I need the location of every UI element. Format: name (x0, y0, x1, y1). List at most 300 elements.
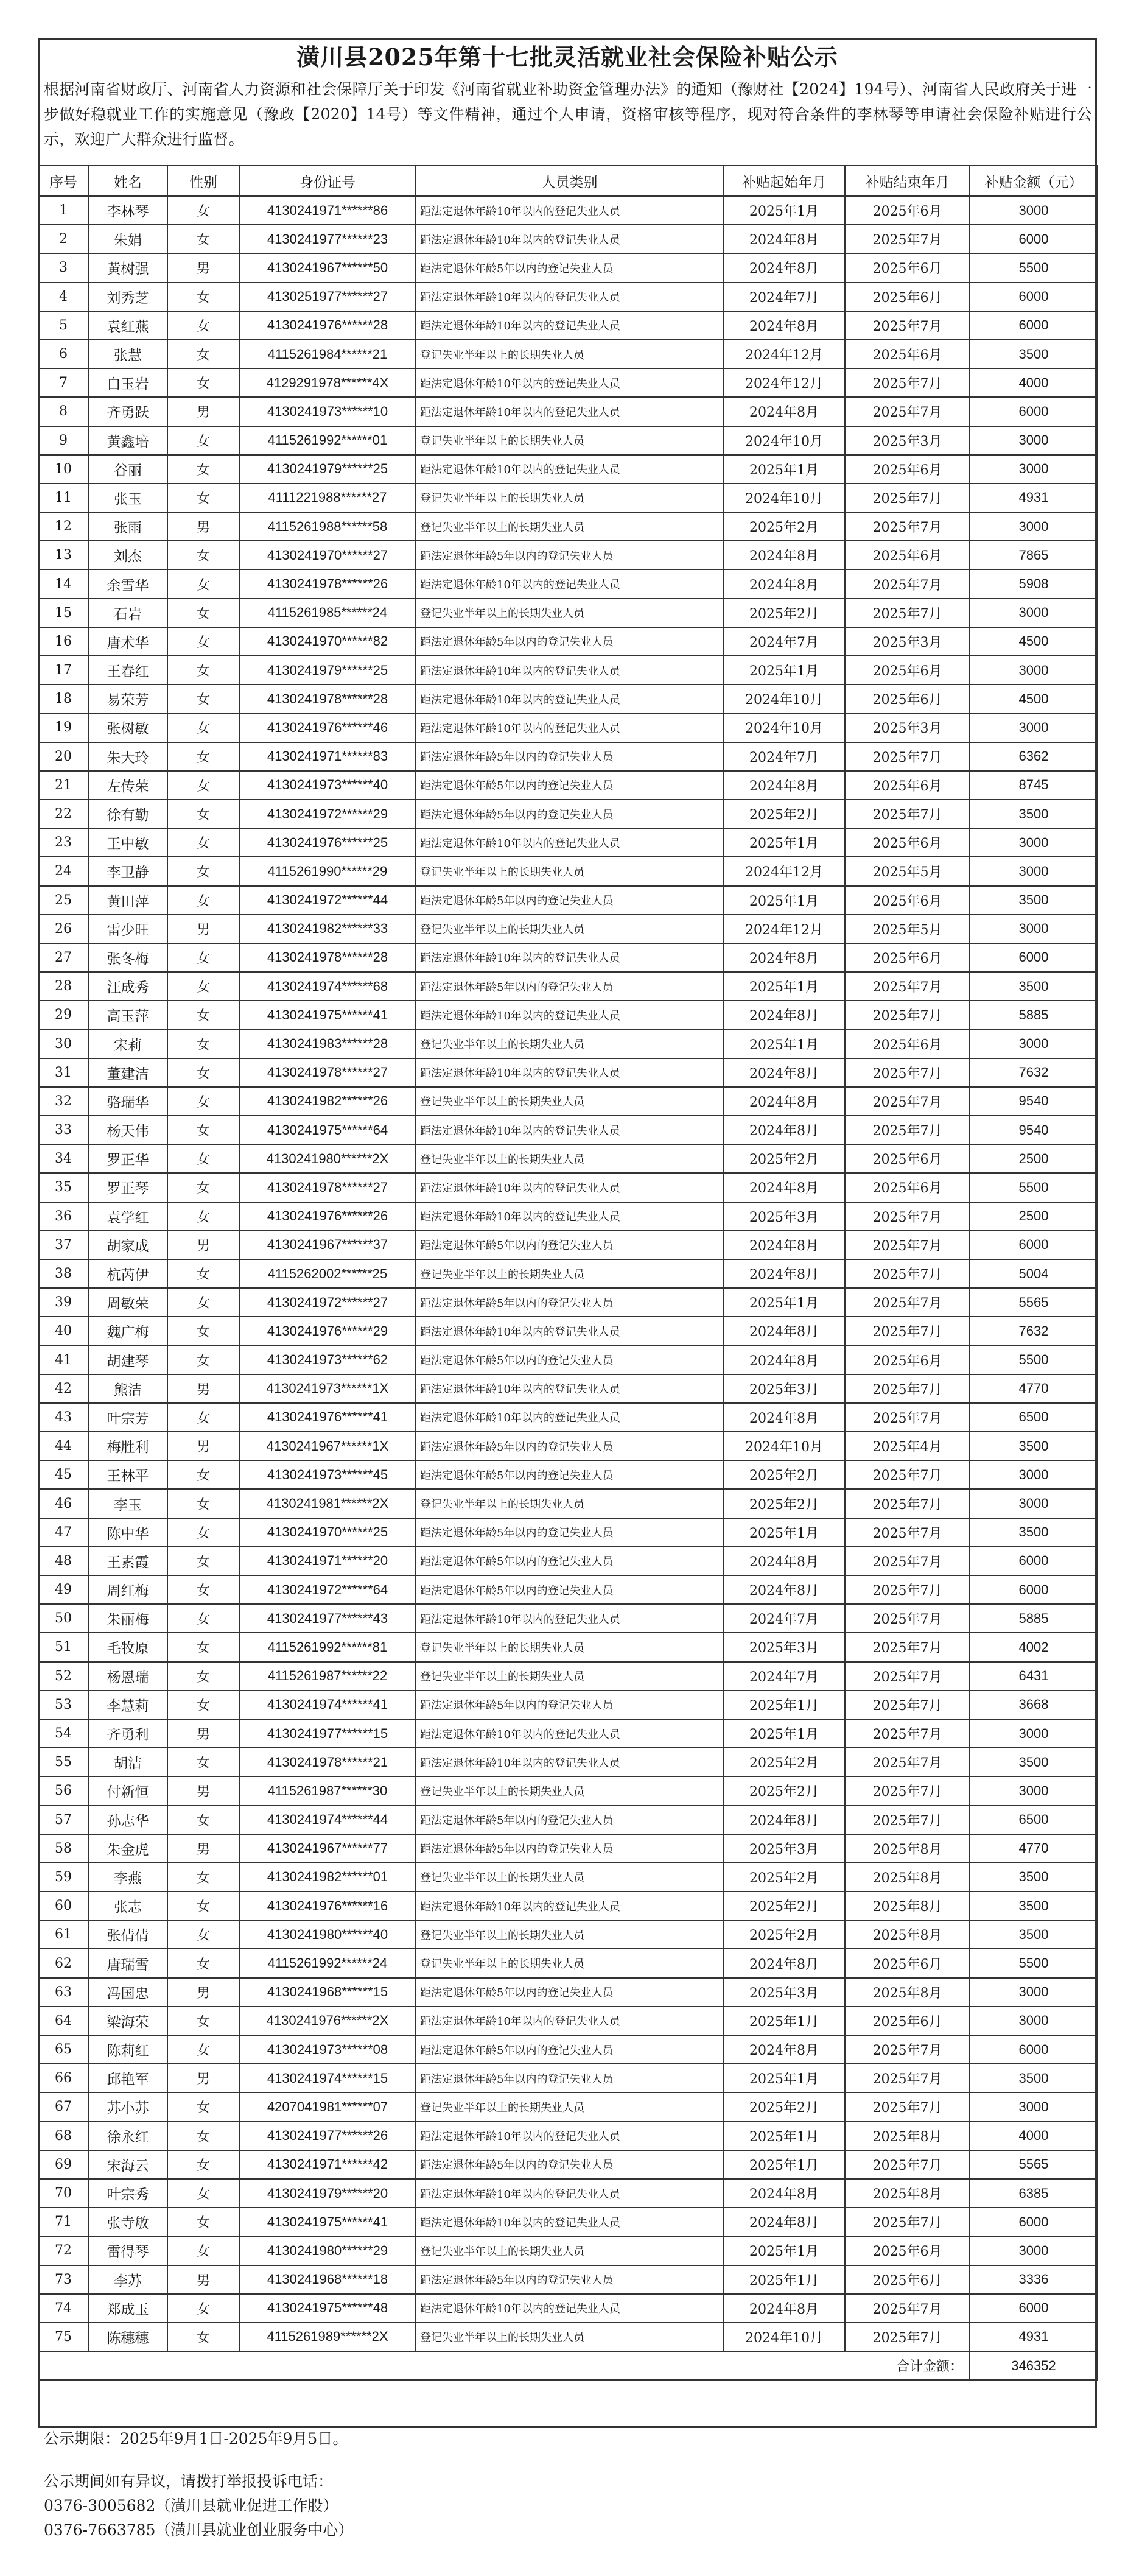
cell-type: 距法定退休年龄10年以内的登记失业人员 (416, 656, 723, 684)
table-row (38, 1806, 1098, 1834)
cell-name: 齐勇跃 (88, 397, 167, 426)
subsidy-table (38, 165, 1098, 2381)
cell-amount: 3668 (970, 1691, 1098, 1719)
table-row (38, 1460, 1098, 1489)
cell-type: 登记失业半年以上的长期失业人员 (416, 1949, 723, 1977)
cell-name: 余雪华 (88, 569, 167, 598)
cell-start: 2025年3月 (723, 1978, 845, 2007)
cell-amount: 5500 (970, 253, 1098, 282)
header-type: 人员类别 (416, 166, 723, 196)
cell-type: 距法定退休年龄5年以内的登记失业人员 (416, 1806, 723, 1834)
table-row (38, 828, 1098, 857)
table-row (38, 1116, 1098, 1144)
cell-type: 登记失业半年以上的长期失业人员 (416, 1776, 723, 1805)
table-row (38, 1863, 1098, 1892)
cell-start: 2024年8月 (723, 1058, 845, 1087)
table-row (38, 1231, 1098, 1259)
cell-amount: 3000 (970, 196, 1098, 225)
cell-amount: 3000 (970, 1776, 1098, 1805)
cell-type: 登记失业半年以上的长期失业人员 (416, 1863, 723, 1892)
table-row (38, 569, 1098, 598)
cell-start: 2024年7月 (723, 627, 845, 656)
table-row (38, 800, 1098, 828)
cell-type: 登记失业半年以上的长期失业人员 (416, 2236, 723, 2265)
cell-end: 2025年7月 (845, 512, 970, 541)
cell-type: 登记失业半年以上的长期失业人员 (416, 599, 723, 627)
cell-sex: 女 (167, 828, 239, 857)
cell-start: 2025年3月 (723, 1202, 845, 1231)
cell-name: 张雨 (88, 512, 167, 541)
cell-start: 2025年1月 (723, 2122, 845, 2150)
cell-no: 31 (38, 1058, 88, 1087)
cell-type: 距法定退休年龄5年以内的登记失业人员 (416, 253, 723, 282)
header-amount: 补贴金额（元） (970, 166, 1098, 196)
table-row (38, 1748, 1098, 1776)
cell-id: 4130241976******2X (239, 2007, 416, 2035)
cell-name: 朱娟 (88, 225, 167, 253)
cell-name: 郑成玉 (88, 2294, 167, 2323)
cell-start: 2025年3月 (723, 1834, 845, 1863)
cell-amount: 3000 (970, 1978, 1098, 2007)
table-row (38, 1662, 1098, 1691)
cell-name: 袁红燕 (88, 311, 167, 340)
cell-end: 2025年7月 (845, 1547, 970, 1575)
table-row (38, 943, 1098, 972)
cell-id: 4130241975******41 (239, 2208, 416, 2236)
header-name: 姓名 (88, 166, 167, 196)
cell-no: 58 (38, 1834, 88, 1863)
table-row (38, 1949, 1098, 1977)
cell-amount: 4770 (970, 1374, 1098, 1403)
cell-end: 2025年7月 (845, 972, 970, 1001)
cell-id: 4130241974******44 (239, 1806, 416, 1834)
table-row (38, 1691, 1098, 1719)
cell-end: 2025年7月 (845, 1518, 970, 1547)
cell-name: 胡建琴 (88, 1346, 167, 1374)
cell-id: 4130241982******01 (239, 1863, 416, 1892)
cell-id: 4130241973******10 (239, 397, 416, 426)
cell-start: 2025年1月 (723, 886, 845, 915)
cell-name: 周敏荣 (88, 1288, 167, 1317)
cell-sex: 女 (167, 1087, 239, 1116)
cell-no: 30 (38, 1029, 88, 1058)
cell-no: 52 (38, 1662, 88, 1691)
cell-type: 登记失业半年以上的长期失业人员 (416, 426, 723, 455)
cell-amount: 4002 (970, 1633, 1098, 1661)
cell-no: 10 (38, 455, 88, 484)
cell-no: 20 (38, 742, 88, 771)
cell-no: 57 (38, 1806, 88, 1834)
cell-end: 2025年7月 (845, 397, 970, 426)
table-row (38, 742, 1098, 771)
cell-type: 距法定退休年龄10年以内的登记失业人员 (416, 2179, 723, 2208)
cell-sex: 女 (167, 1949, 239, 1977)
header-end: 补贴结束年月 (845, 166, 970, 196)
cell-name: 刘秀芝 (88, 283, 167, 311)
cell-id: 4130241978******27 (239, 1173, 416, 1202)
cell-end: 2025年6月 (845, 1029, 970, 1058)
cell-start: 2025年1月 (723, 1719, 845, 1748)
cell-name: 张寺敏 (88, 2208, 167, 2236)
cell-start: 2024年8月 (723, 2208, 845, 2236)
cell-amount: 6500 (970, 1403, 1098, 1432)
cell-name: 徐永红 (88, 2122, 167, 2150)
cell-end: 2025年6月 (845, 1346, 970, 1374)
cell-no: 74 (38, 2294, 88, 2323)
cell-end: 2025年6月 (845, 886, 970, 915)
cell-name: 张树敏 (88, 713, 167, 742)
cell-id: 4115261989******2X (239, 2323, 416, 2351)
cell-id: 4130241975******41 (239, 1001, 416, 1029)
cell-start: 2024年8月 (723, 569, 845, 598)
cell-id: 4130241973******45 (239, 1460, 416, 1489)
cell-type: 距法定退休年龄5年以内的登记失业人员 (416, 1547, 723, 1575)
cell-name: 雷得琴 (88, 2236, 167, 2265)
cell-start: 2025年2月 (723, 1920, 845, 1949)
cell-end: 2025年7月 (845, 1259, 970, 1288)
cell-name: 石岩 (88, 599, 167, 627)
cell-sex: 女 (167, 800, 239, 828)
cell-amount: 3000 (970, 2236, 1098, 2265)
cell-end: 2025年7月 (845, 2035, 970, 2064)
table-row (38, 2236, 1098, 2265)
cell-end: 2025年7月 (845, 1001, 970, 1029)
table-row (38, 340, 1098, 368)
table-row (38, 1202, 1098, 1231)
cell-amount: 3336 (970, 2265, 1098, 2294)
cell-id: 4115261990******29 (239, 857, 416, 885)
cell-no: 25 (38, 886, 88, 915)
cell-id: 4130241982******26 (239, 1087, 416, 1116)
cell-type: 距法定退休年龄10年以内的登记失业人员 (416, 943, 723, 972)
table-row (38, 1518, 1098, 1547)
cell-id: 4130241974******15 (239, 2064, 416, 2092)
cell-id: 4115262002******25 (239, 1259, 416, 1288)
cell-id: 4130241970******27 (239, 541, 416, 569)
cell-name: 杨恩瑞 (88, 1662, 167, 1691)
cell-name: 黄田萍 (88, 886, 167, 915)
cell-end: 2025年6月 (845, 1173, 970, 1202)
cell-sex: 女 (167, 1202, 239, 1231)
cell-name: 李燕 (88, 1863, 167, 1892)
cell-amount: 4931 (970, 484, 1098, 512)
cell-no: 71 (38, 2208, 88, 2236)
cell-start: 2025年1月 (723, 196, 845, 225)
cell-no: 42 (38, 1374, 88, 1403)
cell-no: 5 (38, 311, 88, 340)
cell-start: 2024年10月 (723, 426, 845, 455)
cell-name: 王林平 (88, 1460, 167, 1489)
cell-name: 胡洁 (88, 1748, 167, 1776)
cell-end: 2025年7月 (845, 2208, 970, 2236)
cell-id: 4130241967******37 (239, 1231, 416, 1259)
cell-end: 2025年7月 (845, 2323, 970, 2351)
cell-sex: 女 (167, 713, 239, 742)
cell-end: 2025年6月 (845, 2265, 970, 2294)
contact-phone-2: 0376-7663785（潢川县就业创业服务中心） (44, 2521, 354, 2539)
table-row (38, 311, 1098, 340)
cell-start: 2024年7月 (723, 742, 845, 771)
cell-sex: 女 (167, 1863, 239, 1892)
table-row (38, 771, 1098, 800)
cell-start: 2024年10月 (723, 2323, 845, 2351)
table-row (38, 426, 1098, 455)
cell-amount: 5908 (970, 569, 1098, 598)
cell-end: 2025年7月 (845, 1633, 970, 1661)
cell-sex: 女 (167, 1518, 239, 1547)
cell-no: 40 (38, 1317, 88, 1345)
cell-start: 2025年2月 (723, 800, 845, 828)
cell-amount: 3000 (970, 857, 1098, 885)
cell-id: 4130241967******1X (239, 1432, 416, 1460)
cell-amount: 4500 (970, 627, 1098, 656)
cell-type: 距法定退休年龄5年以内的登记失业人员 (416, 972, 723, 1001)
cell-end: 2025年7月 (845, 1575, 970, 1604)
cell-amount: 3000 (970, 1719, 1098, 1748)
cell-no: 13 (38, 541, 88, 569)
cell-sex: 女 (167, 1288, 239, 1317)
cell-type: 登记失业半年以上的长期失业人员 (416, 1144, 723, 1173)
table-row (38, 857, 1098, 885)
cell-no: 14 (38, 569, 88, 598)
cell-amount: 7632 (970, 1058, 1098, 1087)
cell-end: 2025年7月 (845, 1691, 970, 1719)
cell-name: 雷少旺 (88, 915, 167, 943)
cell-sex: 女 (167, 1173, 239, 1202)
cell-end: 2025年8月 (845, 1978, 970, 2007)
cell-end: 2025年7月 (845, 1403, 970, 1432)
table-row (38, 1834, 1098, 1863)
cell-start: 2025年2月 (723, 1892, 845, 1920)
cell-sex: 女 (167, 2007, 239, 2035)
cell-sex: 女 (167, 1575, 239, 1604)
cell-sex: 女 (167, 1547, 239, 1575)
cell-no: 8 (38, 397, 88, 426)
cell-name: 宋莉 (88, 1029, 167, 1058)
cell-start: 2025年1月 (723, 1691, 845, 1719)
cell-start: 2024年8月 (723, 943, 845, 972)
cell-amount: 5565 (970, 1288, 1098, 1317)
cell-type: 距法定退休年龄10年以内的登记失业人员 (416, 1748, 723, 1776)
cell-sex: 女 (167, 1748, 239, 1776)
table-row (38, 196, 1098, 225)
table-row (38, 627, 1098, 656)
cell-sex: 女 (167, 2294, 239, 2323)
cell-type: 距法定退休年龄5年以内的登记失业人员 (416, 1231, 723, 1259)
cell-no: 36 (38, 1202, 88, 1231)
cell-end: 2025年7月 (845, 484, 970, 512)
cell-start: 2025年2月 (723, 512, 845, 541)
cell-no: 4 (38, 283, 88, 311)
cell-start: 2024年8月 (723, 1317, 845, 1345)
intro-paragraph: 根据河南省财政厅、河南省人力资源和社会保障厅关于印发《河南省就业补助资金管理办法》的通知（豫财社【2024】194号）、河南省人民政府关于进一步做好稳就业工作的实施意见（豫政【2020】14号）等文件精神，通过个人申请，资格审核等程序，现对符合条件的李林琴等申请社会保险补贴进行公示，欢迎广大群众进行监督。 (44, 80, 1092, 148)
cell-end: 2025年5月 (845, 857, 970, 885)
cell-no: 56 (38, 1776, 88, 1805)
cell-sex: 女 (167, 368, 239, 397)
cell-no: 75 (38, 2323, 88, 2351)
cell-name: 易荣芳 (88, 684, 167, 713)
cell-start: 2024年8月 (723, 1173, 845, 1202)
cell-amount: 4500 (970, 684, 1098, 713)
table-row (38, 484, 1098, 512)
cell-no: 55 (38, 1748, 88, 1776)
table-row (38, 1087, 1098, 1116)
table-row (38, 2035, 1098, 2064)
cell-type: 距法定退休年龄10年以内的登记失业人员 (416, 2294, 723, 2323)
cell-id: 4130241977******43 (239, 1604, 416, 1633)
cell-amount: 3500 (970, 340, 1098, 368)
cell-start: 2025年2月 (723, 1776, 845, 1805)
cell-end: 2025年7月 (845, 569, 970, 598)
cell-end: 2025年7月 (845, 1288, 970, 1317)
cell-id: 4130241973******62 (239, 1346, 416, 1374)
cell-sex: 女 (167, 1633, 239, 1661)
cell-type: 距法定退休年龄10年以内的登记失业人员 (416, 1116, 723, 1144)
cell-amount: 3000 (970, 1029, 1098, 1058)
cell-type: 距法定退休年龄10年以内的登记失业人员 (416, 1604, 723, 1633)
cell-no: 33 (38, 1116, 88, 1144)
cell-sex: 男 (167, 397, 239, 426)
cell-sex: 男 (167, 1776, 239, 1805)
cell-sex: 女 (167, 340, 239, 368)
cell-name: 骆瑞华 (88, 1087, 167, 1116)
cell-no: 19 (38, 713, 88, 742)
cell-id: 4130241976******41 (239, 1403, 416, 1432)
cell-start: 2025年1月 (723, 1288, 845, 1317)
cell-end: 2025年6月 (845, 1144, 970, 1173)
cell-id: 4130241971******86 (239, 196, 416, 225)
cell-start: 2025年2月 (723, 2092, 845, 2121)
cell-name: 魏广梅 (88, 1317, 167, 1345)
cell-id: 4130241972******64 (239, 1575, 416, 1604)
cell-start: 2024年8月 (723, 1547, 845, 1575)
cell-type: 登记失业半年以上的长期失业人员 (416, 2092, 723, 2121)
table-row (38, 2208, 1098, 2236)
cell-start: 2024年8月 (723, 1231, 845, 1259)
cell-amount: 4770 (970, 1834, 1098, 1863)
contact-footer (44, 2469, 353, 2543)
cell-id: 4130241978******28 (239, 943, 416, 972)
cell-end: 2025年6月 (845, 943, 970, 972)
cell-name: 罗正琴 (88, 1173, 167, 1202)
cell-no: 59 (38, 1863, 88, 1892)
cell-start: 2025年3月 (723, 1633, 845, 1661)
cell-name: 胡家成 (88, 1231, 167, 1259)
cell-no: 34 (38, 1144, 88, 1173)
cell-sex: 女 (167, 1116, 239, 1144)
cell-amount: 6000 (970, 311, 1098, 340)
cell-sex: 女 (167, 2150, 239, 2179)
cell-amount: 3000 (970, 915, 1098, 943)
cell-sex: 女 (167, 1346, 239, 1374)
cell-end: 2025年4月 (845, 1432, 970, 1460)
cell-id: 4130241975******64 (239, 1116, 416, 1144)
cell-end: 2025年7月 (845, 742, 970, 771)
cell-name: 刘杰 (88, 541, 167, 569)
table-row (38, 1633, 1098, 1661)
cell-sex: 女 (167, 742, 239, 771)
cell-amount: 3000 (970, 426, 1098, 455)
header-id: 身份证号 (239, 166, 416, 196)
cell-id: 4130241968******15 (239, 1978, 416, 2007)
page-title: 潢川县2025年第十七批灵活就业社会保险补贴公示 (296, 43, 838, 71)
cell-type: 距法定退休年龄5年以内的登记失业人员 (416, 1346, 723, 1374)
cell-start: 2024年10月 (723, 684, 845, 713)
cell-name: 黄鑫培 (88, 426, 167, 455)
cell-no: 41 (38, 1346, 88, 1374)
contact-phone-1: 0376-3005682（潢川县就业促进工作股） (44, 2497, 338, 2514)
cell-start: 2025年1月 (723, 1518, 845, 1547)
table-row (38, 1001, 1098, 1029)
cell-name: 叶宗芳 (88, 1403, 167, 1432)
cell-name: 高玉萍 (88, 1001, 167, 1029)
cell-type: 距法定退休年龄5年以内的登记失业人员 (416, 1834, 723, 1863)
cell-amount: 9540 (970, 1116, 1098, 1144)
cell-name: 付新恒 (88, 1776, 167, 1805)
cell-no: 1 (38, 196, 88, 225)
cell-start: 2024年8月 (723, 397, 845, 426)
cell-no: 46 (38, 1489, 88, 1518)
cell-name: 梁海荣 (88, 2007, 167, 2035)
cell-id: 4115261984******21 (239, 340, 416, 368)
cell-no: 7 (38, 368, 88, 397)
cell-sex: 男 (167, 915, 239, 943)
cell-start: 2025年2月 (723, 1489, 845, 1518)
table-row (38, 599, 1098, 627)
cell-name: 邱艳军 (88, 2064, 167, 2092)
cell-id: 4130241977******15 (239, 1719, 416, 1748)
cell-sex: 女 (167, 1144, 239, 1173)
cell-amount: 6000 (970, 397, 1098, 426)
cell-amount: 5500 (970, 1949, 1098, 1977)
cell-no: 22 (38, 800, 88, 828)
cell-sex: 女 (167, 656, 239, 684)
cell-no: 39 (38, 1288, 88, 1317)
cell-name: 汪成秀 (88, 972, 167, 1001)
table-row (38, 283, 1098, 311)
cell-sex: 女 (167, 2122, 239, 2150)
cell-amount: 6000 (970, 283, 1098, 311)
cell-start: 2024年8月 (723, 225, 845, 253)
cell-no: 66 (38, 2064, 88, 2092)
cell-id: 4129291978******4X (239, 368, 416, 397)
table-row (38, 455, 1098, 484)
table-row (38, 1259, 1098, 1288)
cell-sex: 女 (167, 225, 239, 253)
cell-start: 2025年1月 (723, 656, 845, 684)
cell-no: 73 (38, 2265, 88, 2294)
cell-name: 唐术华 (88, 627, 167, 656)
cell-end: 2025年7月 (845, 1317, 970, 1345)
cell-name: 唐瑞雪 (88, 1949, 167, 1977)
cell-no: 38 (38, 1259, 88, 1288)
cell-no: 69 (38, 2150, 88, 2179)
cell-end: 2025年7月 (845, 225, 970, 253)
cell-name: 张慧 (88, 340, 167, 368)
table-row (38, 1144, 1098, 1173)
cell-id: 4130241978******27 (239, 1058, 416, 1087)
cell-sex: 男 (167, 2265, 239, 2294)
cell-amount: 6385 (970, 2179, 1098, 2208)
cell-id: 4130241979******25 (239, 656, 416, 684)
cell-end: 2025年6月 (845, 541, 970, 569)
cell-end: 2025年7月 (845, 1231, 970, 1259)
table-row (38, 1892, 1098, 1920)
table-row (38, 1489, 1098, 1518)
cell-sex: 女 (167, 1058, 239, 1087)
cell-amount: 3000 (970, 1460, 1098, 1489)
cell-no: 51 (38, 1633, 88, 1661)
